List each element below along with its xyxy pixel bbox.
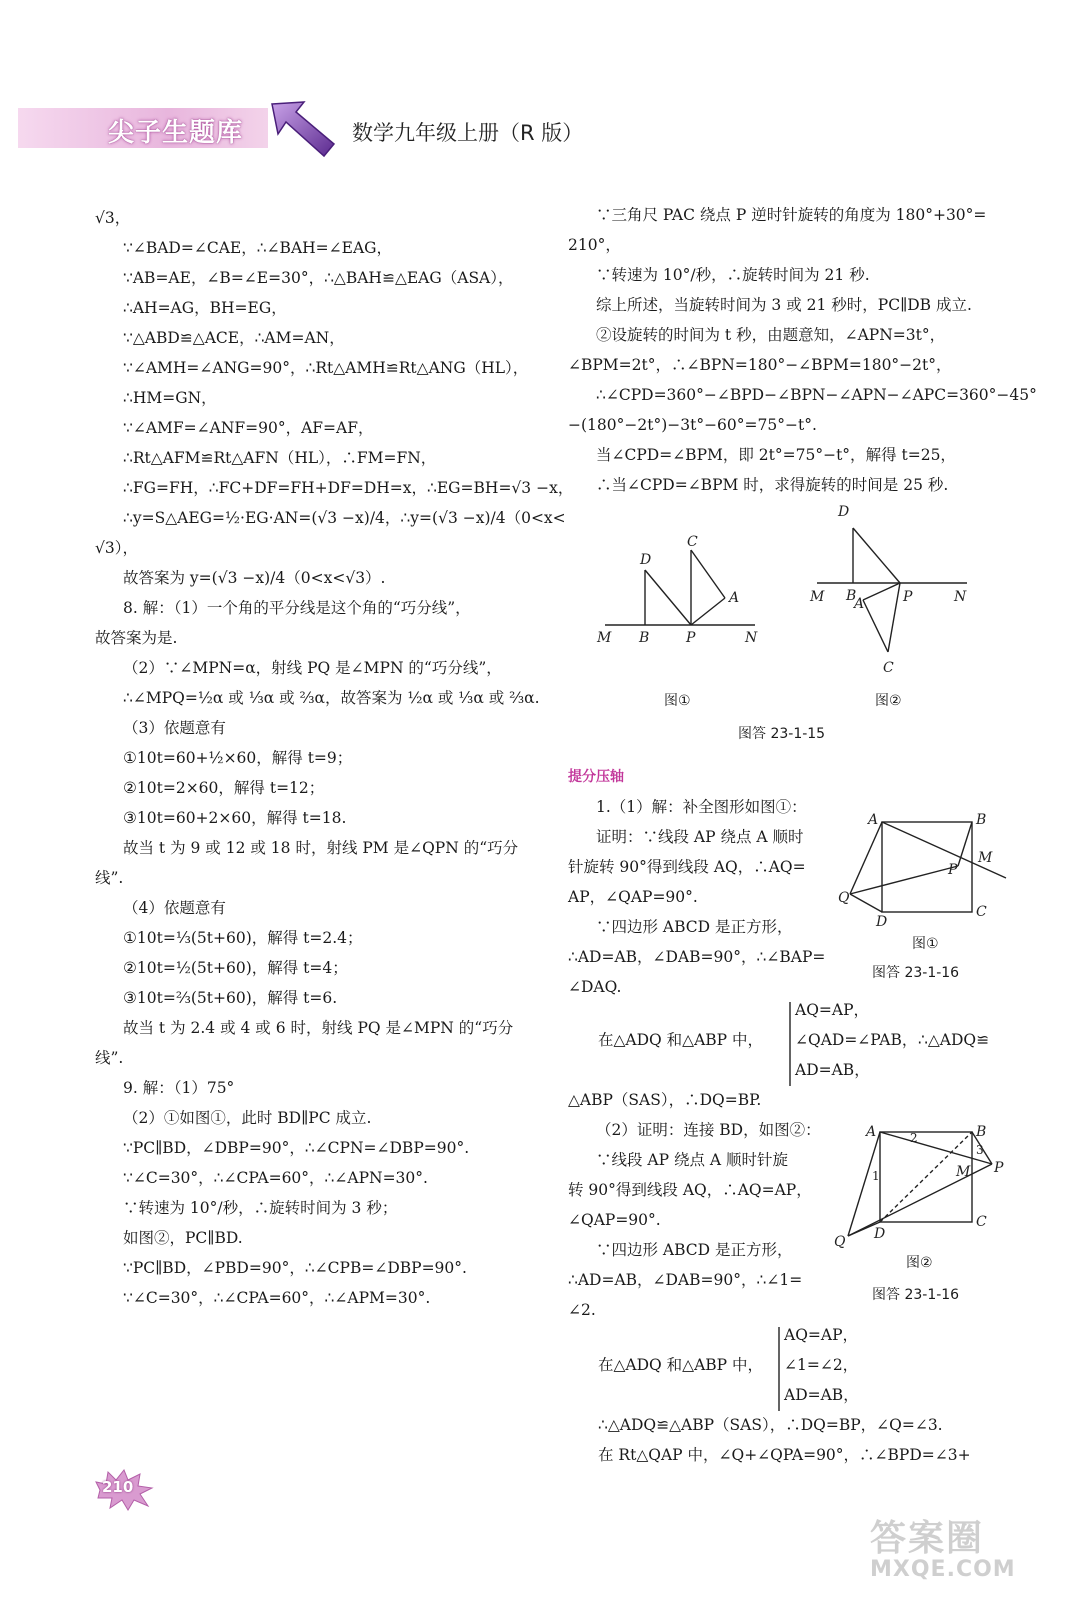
right-block3-line: 转 90°得到线段 AQ，∴AQ=AP，: [568, 1181, 812, 1199]
right-lines-line: ②设旋转的时间为 t 秒，由题意知，∠APN=3t°，: [596, 326, 946, 344]
right-lines-line: 当∠CPD=∠BPM，即 2t°=75°−t°，解得 t=25，: [596, 446, 956, 464]
fig16a-label-M: M: [978, 850, 993, 866]
brace2-item-3: AD=AB，: [784, 1386, 859, 1404]
right-block-2: [568, 792, 838, 1002]
fig16a-label-P: P: [948, 862, 958, 878]
left-lines-line: ∵PC∥BD，∠PBD=90°，∴∠CPB=∠DBP=90°.: [123, 1259, 467, 1277]
left-lines-line: √3，: [95, 209, 131, 227]
right-block3-line: （2）证明：连接 BD，如图②：: [596, 1121, 821, 1139]
fig1-label-P: P: [686, 630, 696, 646]
right-block2-line: ∠DAQ.: [568, 978, 622, 996]
fig16b-label-M: M: [956, 1164, 971, 1180]
brace-2: [774, 1325, 784, 1413]
left-lines-line: ∵∠C=30°，∴∠CPA=60°，∴∠APN=30°.: [123, 1169, 428, 1187]
left-lines-line: √3），: [95, 539, 138, 557]
fig16a-label-C: C: [976, 904, 987, 920]
watermark: [870, 1510, 1060, 1590]
fig16a-label-A: A: [868, 812, 879, 828]
fig16b-label-P: P: [994, 1160, 1004, 1176]
figure-caption-23-1-15: 图答 23-1-15: [738, 726, 826, 742]
fig16b-angle-3: 3: [976, 1143, 984, 1157]
left-lines-line: ∴y=S△AEG=½·EG·AN=(√3 −x)/4，∴y=(√3 −x)/4（0<x<: [123, 509, 566, 527]
left-lines-line: ∴Rt△AFM≌Rt△AFN（HL），∴FM=FN，: [123, 449, 437, 467]
left-lines-line: ∵∠BAD=∠CAE，∴∠BAH=∠EAG，: [123, 239, 393, 257]
left-lines-line: （2）①如图①，此时 BD∥PC 成立.: [123, 1109, 372, 1127]
fig1-label-A: A: [729, 590, 740, 606]
left-lines-line: 故答案为是.: [95, 629, 178, 647]
brace1-item-1: AQ=AP，: [795, 1001, 870, 1019]
left-lines-line: ∴FG=FH，∴FC+DF=FH+DF=DH=x，∴EG=BH=√3 −x，: [123, 479, 574, 497]
right-lines-line: ∴∠CPD=360°−∠BPD−∠BPN−∠APN−∠APC=360°−45°: [596, 386, 1037, 404]
right-block2-line: ∵四边形 ABCD 是正方形，: [596, 918, 793, 936]
left-lines-line: ①10t=60+½×60，解得 t=9；: [123, 749, 353, 767]
left-lines-line: ∵AB=AE，∠B=∠E=30°，∴△BAH≌△EAG（ASA），: [123, 269, 514, 287]
fig16a-label-B: B: [976, 812, 987, 828]
left-lines-line: 故答案为 y=(√3 −x)/4（0<x<√3）.: [123, 569, 386, 587]
left-lines-line: ①10t=⅓(5t+60)，解得 t=2.4；: [123, 929, 363, 947]
brace2-item-2: ∠1=∠2，: [784, 1356, 859, 1374]
right-block2-line: AP，∠QAP=90°.: [568, 888, 698, 906]
fig2-label-N: N: [954, 589, 967, 605]
figure-caption-23-1-16b: 图答 23-1-16: [872, 1287, 960, 1303]
watermark-line-1: 答案圈: [870, 1518, 985, 1559]
fig2-label-B: B: [846, 588, 857, 604]
left-column: [95, 203, 574, 1313]
left-lines-line: ②10t=½(5t+60)，解得 t=4；: [123, 959, 348, 977]
right-block4-line: ∴△ADQ≌△ABP（SAS），∴DQ=BP，∠Q=∠3.: [598, 1416, 943, 1434]
fig16b-label-A: A: [866, 1124, 877, 1140]
right-block2-line: 证明：∵线段 AP 绕点 A 顺时: [596, 828, 804, 846]
page-number-text: 210: [102, 1478, 134, 1496]
right-block2-line: ∴AD=AB，∠DAB=90°，∴∠BAP=: [568, 948, 826, 966]
left-lines-line: ∵∠AMH=∠ANG=90°，∴Rt△AMH≌Rt△ANG（HL），: [123, 359, 529, 377]
right-block-3: [568, 1085, 838, 1325]
right-lines-line: 综上所述，当旋转时间为 3 或 21 秒时，PC∥DB 成立.: [596, 296, 972, 314]
left-lines-line: （4）依题意有: [123, 899, 226, 917]
fig16a-label: 图①: [912, 936, 939, 952]
section-title: 提分压轴: [568, 769, 624, 785]
fig16b-label: 图②: [906, 1255, 933, 1271]
fig1-label-N: N: [745, 630, 758, 646]
fig16b-angle-1: 1: [872, 1169, 880, 1183]
left-lines-line: ∵PC∥BD，∠DBP=90°，∴∠CPN=∠DBP=90°.: [123, 1139, 470, 1157]
right-block-4: [598, 1410, 1018, 1470]
fig1-label-D: D: [640, 552, 652, 568]
left-lines-line: 故当 t 为 9 或 12 或 18 时，射线 PM 是∠QPN 的“巧分: [123, 839, 519, 857]
fig1-label-B: B: [639, 630, 650, 646]
right-lines-line: ∴当∠CPD=∠BPM 时，求得旋转的时间是 25 秒.: [596, 476, 949, 494]
left-lines-line: ③10t=⅔(5t+60)，解得 t=6.: [123, 989, 338, 1007]
right-block2-line: 1.（1）解：补全图形如图①：: [596, 798, 807, 816]
brace1-item-2: ∠QAD=∠PAB，: [795, 1031, 918, 1049]
figure-23-1-16-a: [838, 808, 1018, 938]
fig2-label-P: P: [903, 589, 913, 605]
page-number: [94, 1468, 156, 1512]
left-lines-line: 故当 t 为 2.4 或 4 或 6 时，射线 PQ 是∠MPN 的“巧分: [123, 1019, 514, 1037]
book-title: 数学九年级上册（R 版）: [352, 121, 584, 145]
brand-logo-text: 尖子生题库: [108, 118, 244, 148]
left-lines-line: 线”.: [95, 869, 124, 887]
right-lines-line: ∵三角尺 PAC 绕点 P 逆时针旋转的角度为 180°+30°=: [596, 206, 987, 224]
fig16b-label-D: D: [874, 1226, 886, 1242]
fig1-label-C: C: [687, 534, 698, 550]
left-lines-line: ∴∠MPQ=½α 或 ⅓α 或 ⅔α，故答案为 ½α 或 ⅓α 或 ⅔α.: [123, 689, 540, 707]
right-block3-line: ∠QAP=90°.: [568, 1211, 661, 1229]
right-lines-line: ∠BPM=2t°，∴∠BPN=180°−∠BPM=180°−2t°，: [568, 356, 952, 374]
fig2-caption-label: 图②: [875, 693, 902, 709]
fig2-label-M: M: [810, 589, 825, 605]
figure-23-1-16-b: [830, 1118, 1020, 1258]
left-lines-line: ∵转速为 10°/秒，∴旋转时间为 3 秒；: [123, 1199, 398, 1217]
right-lines-line: ∵转速为 10°/秒，∴旋转时间为 21 秒.: [596, 266, 870, 284]
fig16b-angle-2: 2: [910, 1131, 918, 1145]
brace2-prefix: 在△ADQ 和△ABP 中，: [598, 1356, 764, 1374]
left-lines-line: 9. 解：（1）75°: [123, 1079, 235, 1097]
right-block3-line: △ABP（SAS），∴DQ=BP.: [568, 1091, 762, 1109]
fig1-caption-label: 图①: [664, 693, 691, 709]
left-lines-line: ∴AH=AG，BH=EG，: [123, 299, 287, 317]
fig16b-label-B: B: [976, 1124, 987, 1140]
fig16b-label-Q: Q: [834, 1234, 846, 1250]
fig1-label-M: M: [597, 630, 612, 646]
fig16b-label-C: C: [976, 1214, 987, 1230]
brace-1: [785, 1000, 795, 1088]
right-block3-line: ∴AD=AB，∠DAB=90°，∴∠1=: [568, 1271, 803, 1289]
left-lines-line: 8. 解：（1）一个角的平分线是这个角的“巧分线”，: [123, 599, 471, 617]
purple-arrow-icon: [268, 98, 338, 160]
right-block2-line: 针旋转 90°得到线段 AQ，∴AQ=: [568, 858, 806, 876]
left-lines-line: 如图②，PC∥BD.: [123, 1229, 243, 1247]
right-block3-line: ∵四边形 ABCD 是正方形，: [596, 1241, 793, 1259]
left-lines-line: （2）∵∠MPN=α，射线 PQ 是∠MPN 的“巧分线”，: [123, 659, 502, 677]
left-lines-line: （3）依题意有: [123, 719, 226, 737]
right-block3-line: ∵线段 AP 绕点 A 顺时针旋: [596, 1151, 789, 1169]
right-lines-line: −(180°−2t°)−3t°−60°=75°−t°.: [568, 416, 817, 434]
brace1-suffix: ∴△ADQ≌: [918, 1031, 990, 1049]
left-lines-line: ∵△ABD≌△ACE，∴AM=AN，: [123, 329, 345, 347]
fig2-label-A: A: [854, 596, 865, 612]
left-lines-line: ③10t=60+2×60，解得 t=18.: [123, 809, 347, 827]
left-lines-line: 线”.: [95, 1049, 124, 1067]
fig16a-label-D: D: [876, 914, 888, 930]
left-lines-line: ②10t=2×60，解得 t=12；: [123, 779, 325, 797]
brace1-item-3: AD=AB，: [795, 1061, 870, 1079]
right-lines-line: 210°，: [568, 236, 621, 254]
figure-23-1-15-drawings: [595, 500, 995, 700]
left-lines-line: ∴HM=GN，: [123, 389, 217, 407]
fig16a-label-Q: Q: [838, 890, 850, 906]
fig2-label-D: D: [838, 504, 850, 520]
right-block3-line: ∠2.: [568, 1301, 596, 1319]
left-lines-line: ∵∠C=30°，∴∠CPA=60°，∴∠APM=30°.: [123, 1289, 431, 1307]
watermark-line-2: MXQE.COM: [870, 1557, 1016, 1582]
fig2-label-C: C: [883, 660, 894, 676]
right-block4-line: 在 Rt△QAP 中，∠Q+∠QPA=90°，∴∠BPD=∠3+: [598, 1446, 971, 1464]
brace1-prefix: 在△ADQ 和△ABP 中，: [598, 1031, 764, 1049]
left-lines-line: ∵∠AMF=∠ANF=90°，AF=AF，: [123, 419, 374, 437]
brace2-item-1: AQ=AP，: [784, 1326, 859, 1344]
right-column-top: [568, 200, 1037, 500]
figure-caption-23-1-16a: 图答 23-1-16: [872, 965, 960, 981]
